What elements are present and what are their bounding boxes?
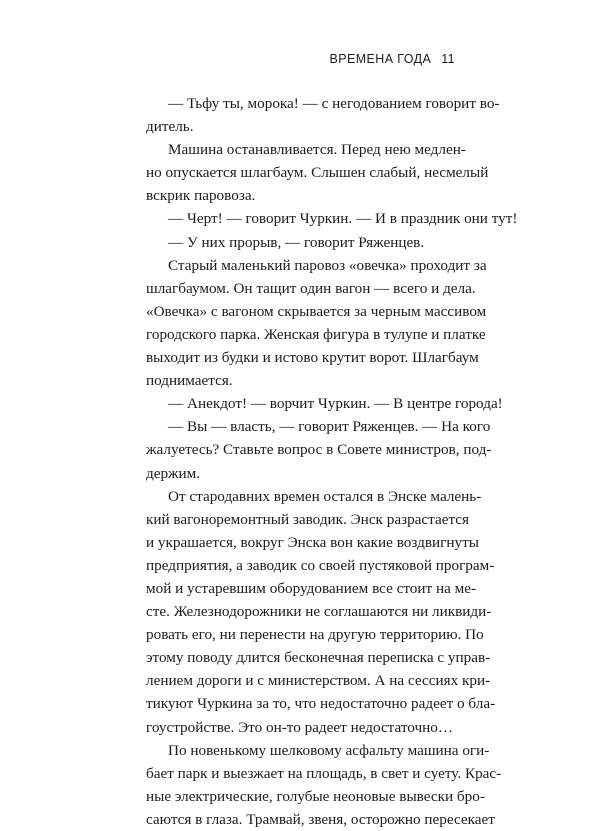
page-number: 11 — [441, 52, 455, 66]
text-line: предприятия, а заводик со своей пустяковой програм- — [146, 556, 495, 574]
text-line: вскрик паровоза. — [146, 187, 256, 205]
text-line: От стародавних времен остался в Энске малень- — [168, 487, 482, 505]
text-line: саются в глаза. Трамвай, звеня, осторожно пересекает — [146, 810, 495, 828]
running-head — [330, 52, 456, 66]
text-line: жалуетесь? Ставьте вопрос в Совете министров, под- — [146, 441, 492, 459]
text-line: держим. — [146, 464, 201, 482]
text-line: этому поводу длится бесконечная переписка с управ- — [146, 649, 491, 667]
text-line: бает парк и выезжает на площадь, в свет и суету. Крас- — [146, 764, 502, 782]
text-line: лением дороги и с министерством. А на сессиях кри- — [146, 672, 491, 690]
text-line: гоустройстве. Это он-то радеет недостаточно… — [146, 718, 454, 736]
text-line: Машина останавливается. Перед нею медлен- — [168, 141, 466, 159]
text-line: Старый маленький паровоз «овечка» проходит за — [168, 256, 487, 274]
text-line: ровать его, ни перенести на другую территорию. По — [146, 626, 484, 644]
text-line: По новенькому шелковому асфальту машина оги- — [168, 741, 490, 759]
text-line: ные электрические, голубые неоновые вывески бро- — [146, 787, 485, 805]
body-text — [146, 92, 518, 831]
text-line: но опускается шлагбаум. Слышен слабый, несмелый — [146, 164, 489, 182]
running-title: ВРЕМЕНА ГОДА — [329, 52, 432, 66]
text-line: — Анекдот! — ворчит Чуркин. — В центре города! — [168, 395, 503, 413]
text-line: кий вагоноремонтный заводик. Энск разрастается — [146, 510, 469, 528]
text-line: дитель. — [146, 118, 194, 136]
text-line: — Черт! — говорит Чуркин. — И в праздник они тут! — [168, 210, 518, 228]
text-line: сте. Железнодорожники не соглашаются ни ликвиди- — [146, 603, 492, 621]
text-line: — У них прорыв, — говорит Ряженцев. — [168, 233, 425, 251]
text-line: тикуют Чуркина за то, что недостаточно радеет о бла- — [146, 695, 496, 713]
text-line: — Вы — власть, — говорит Ряженцев. — На кого — [168, 418, 491, 436]
text-line: выходит из будки и истово крутит ворот. Шлагбаум — [146, 349, 479, 367]
text-line: поднимается. — [146, 372, 233, 390]
text-line: шлагбаумом. Он тащит один вагон — всего и дела. — [146, 279, 476, 297]
text-line: городского парка. Женская фигура в тулупе и платке — [146, 325, 486, 343]
text-line: — Тьфу ты, морока! — с негодованием говорит во- — [168, 95, 500, 112]
text-line: «Овечка» с вагоном скрывается за черным массивом — [146, 302, 487, 320]
text-line: мой и устаревшим оборудованием все стоит на ме- — [146, 579, 477, 597]
text-line: и украшается, вокруг Энска вон какие воздвигнуты — [146, 533, 479, 551]
